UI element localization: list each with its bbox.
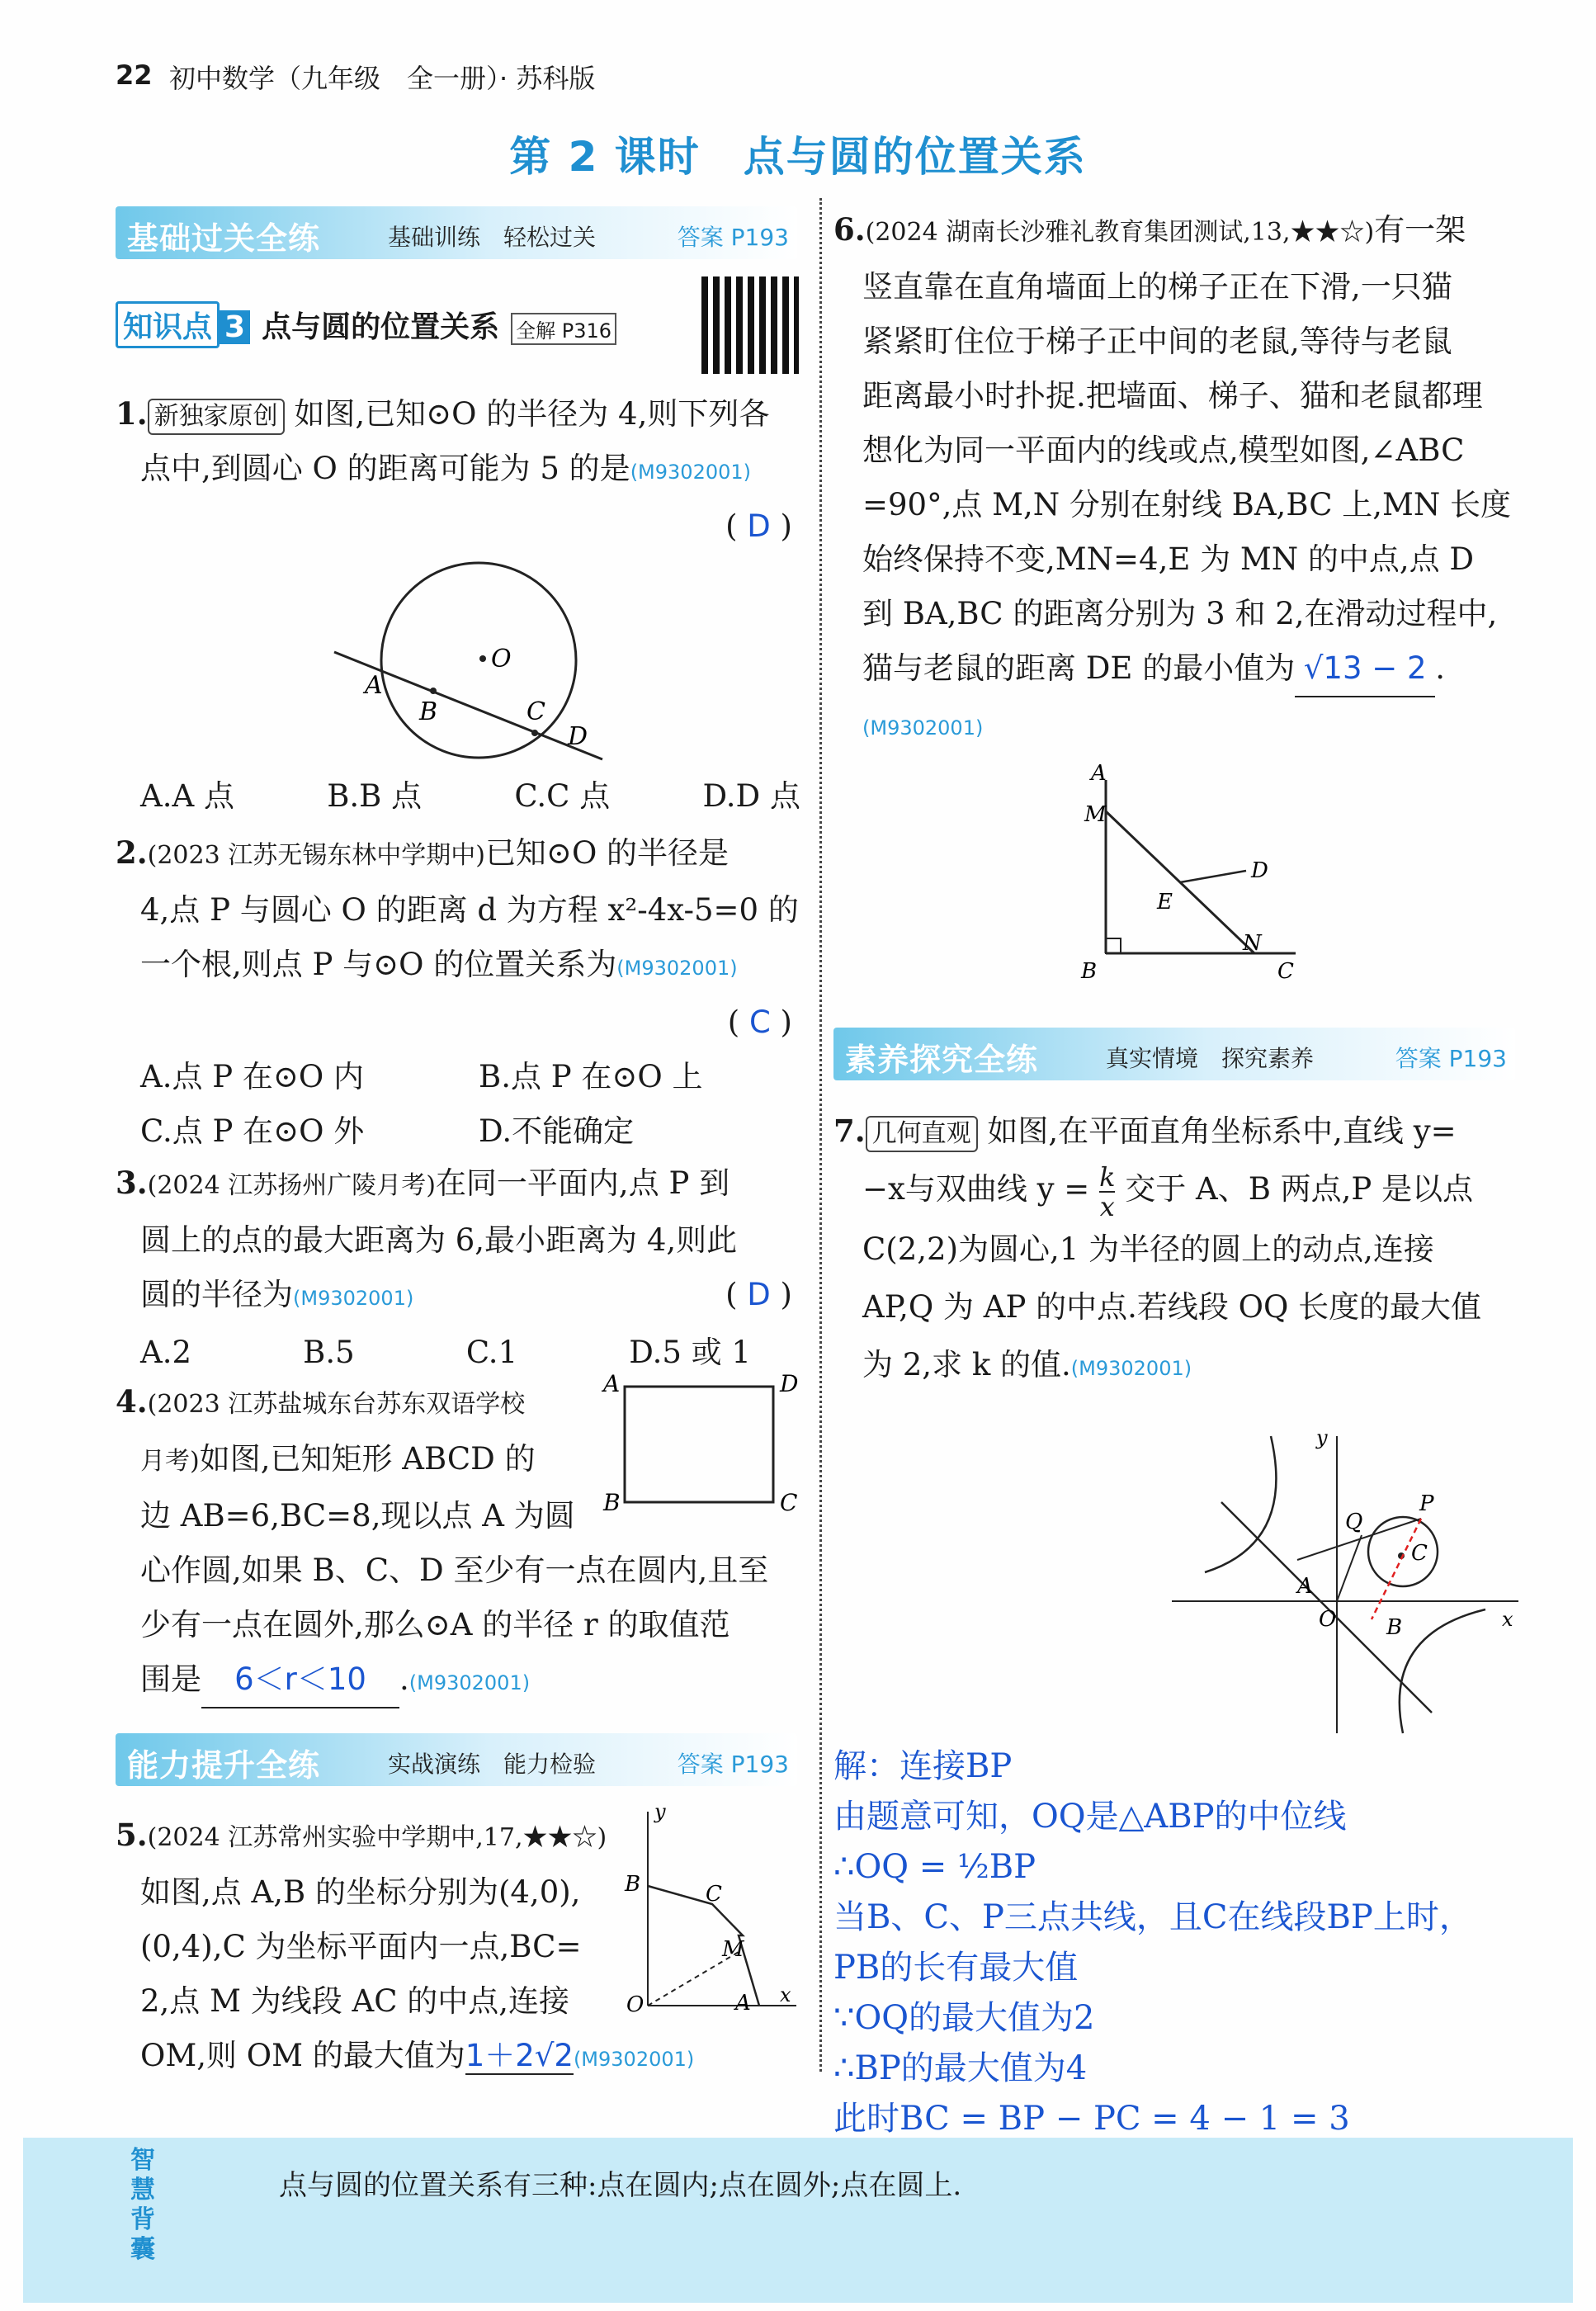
svg-text:B: B [625,1872,641,1897]
answer-ref: 答案 P193 [677,224,789,251]
svg-text:N: N [1243,931,1262,956]
full-explain-ref: 全解 P316 [511,313,616,345]
svg-text:x: x [780,1983,791,2006]
knowledge-name: 点与圆的位置关系 [262,310,500,344]
svg-text:O: O [626,1992,645,2017]
lesson-title: 第 2 课时 点与圆的位置关系 [509,133,1087,181]
question-2: 2.(2023 江苏无锡东林中学期中)已知⊙O 的半径是 4,点 P 与圆心 O 的距离 d 为方程 x²-4x-5=0 的 一个根,则点 P 与⊙O 的位置关系为(M9302001) ( C ) A.点 P 在⊙O 内 B.点 P 在⊙O 上 C.点 P 在⊙O 外 D.不能确定 [116,834,799,1149]
section-banner-basic [116,206,797,259]
svg-text:A: A [365,671,383,700]
knowledge-point [116,301,616,348]
svg-text:O: O [491,645,512,673]
qr-code-icon[interactable] [701,276,799,374]
question-4: 4.(2023 江苏盐城东台苏东双语学校 月考)如图,已知矩形 ABCD 的 边 AB=6,BC=8,现以点 A 为圆 心作圆,如果 B、C、D 至少有一点在圆内,且至 少有一点在圆外,那么⊙A 的半径 r 的取值范 围是 6＜r＜10 .(M9302001) [116,1374,800,1710]
footer-tip [23,2138,1573,2303]
answer: C [748,1004,771,1040]
answer: D [747,1277,771,1312]
svg-text:B: B [1081,959,1098,984]
source-tag: 新独家原创 [148,399,285,435]
svg-text:B: B [419,697,438,726]
knowledge-tag: 知识点 [116,301,220,348]
q7-figure [1172,1428,1527,1742]
section-subtitle: 基础训练 轻松过关 [388,224,597,251]
page-number: 22 [116,59,153,91]
svg-text:O: O [1319,1607,1337,1632]
svg-text:B: B [603,1489,621,1516]
footer-text: 点与圆的位置关系有三种:点在圆内;点在圆外;点在圆上. [279,2169,962,2202]
svg-text:B: B [1386,1615,1403,1640]
svg-text:C: C [1411,1541,1428,1566]
svg-text:D: D [568,722,588,751]
svg-text:y: y [654,1803,666,1823]
svg-text:A: A [1297,1574,1313,1599]
answer: D [747,508,771,544]
svg-text:y: y [1316,1428,1328,1449]
q1-figure [322,561,619,776]
svg-text:C: C [1277,959,1294,984]
svg-text:C: C [780,1489,798,1516]
question-7: 7. 几何直观 如图,在平面直角坐标系中,直线 y= −x与双曲线 y = $\frac{k}{x}$ 交于 A、B 两点,P 是以点 C(2,2)为圆心,1 为半径的圆上的动点,连接 AP,Q 为 AP 的中点.若线段 OQ 长度的最大值 为 2,求 k 的值.(M9302001) [833,1113,1482,1382]
svg-text:P: P [1419,1491,1434,1516]
q5-figure [615,1803,800,2018]
q4-figure [598,1370,805,1519]
question-1: 1. 新独家原创 如图,已知⊙O 的半径为 4,则下列各 点中,到圆心 O 的距离可能为 5 的是(M9302001) ( D ) [116,395,792,544]
svg-text:A: A [603,1370,621,1397]
source-tag: 几何直观 [866,1116,978,1152]
book-title: 初中数学（九年级 全一册）· 苏科版 [169,63,596,94]
section-banner-ability: 能力提升全练 实战演练 能力检验 答案 P193 [116,1733,797,1786]
svg-text:x: x [1502,1608,1513,1631]
svg-text:E: E [1157,890,1173,914]
svg-text:M: M [1084,802,1107,827]
q6-figure [1073,755,1320,995]
svg-text:D: D [780,1370,799,1397]
svg-text:Q: Q [1345,1510,1363,1534]
section-title: 基础过关全练 [127,220,321,257]
question-5: 5.(2024 江苏常州实验中学期中,17,★★☆) 如图,点 A,B 的坐标分别为(4,0), (0,4),C 为坐标平面内一点,BC= 2,点 M 为线段 AC 的中点,连接 OM,则 OM 的最大值为1＋2√2(M9302001) [116,1817,695,2073]
question-3: 3.(2024 江苏扬州广陵月考)在同一平面内,点 P 到 圆上的点的最大距离为 6,最小距离为 4,则此 圆的半径为(M9302001) ( D ) A.2 B.5 C.1 D.5 或 1 [116,1165,792,1370]
answer: √13 − 2 [1295,641,1435,697]
svg-text:D: D [1251,858,1268,883]
svg-text:A: A [735,1991,751,2016]
column-divider [819,198,822,2072]
solution-block: 解：连接BP 由题意可知，OQ是△ABP的中位线 ∴OQ = ½BP 当B、C、P三点共线，且C在线段BP上时， PB的长有最大值 ∵OQ的最大值为2 ∴BP的最大值为4 此时BC = BP − PC = 4 − 1 = 3 [833,1747,1472,2138]
answer: 6＜r＜10 [201,1652,399,1708]
knowledge-num: 3 [220,310,250,344]
question-6: 6.(2024 湖南长沙雅礼教育集团测试,13,★★☆)有一架 竖直靠在直角墙面上的梯子正在下滑,一只猫 紧紧盯住位于梯子正中间的老鼠,等待与老鼠 距离最小时扑捉.把墙面、梯子、猫和老鼠都理 想化为同一平面内的线或点,模型如图,∠ABC =90°,点 M,N 分别在射线 BA,BC 上,MN 长度 始终保持不变,MN=4,E 为 MN 的中点,点 D 到 BA,BC 的距离分别为 3 和 2,在滑动过程中, 猫与老鼠的距离 DE 的最小值为 √13 − 2 . (M9302001) [833,211,1512,740]
section-banner-literacy: 素养探究全练 真实情境 探究素养 答案 P193 [833,1028,1515,1080]
svg-text:M: M [722,1937,744,1962]
q1-options: A.A 点 B.B 点 C.C 点 D.D 点 [140,778,800,814]
svg-text:A: A [1091,761,1107,786]
svg-text:C: C [526,697,545,726]
answer: 1＋2√2 [465,2038,574,2073]
svg-text:C: C [706,1882,722,1907]
footer-label: 智慧背囊 [130,2146,155,2264]
